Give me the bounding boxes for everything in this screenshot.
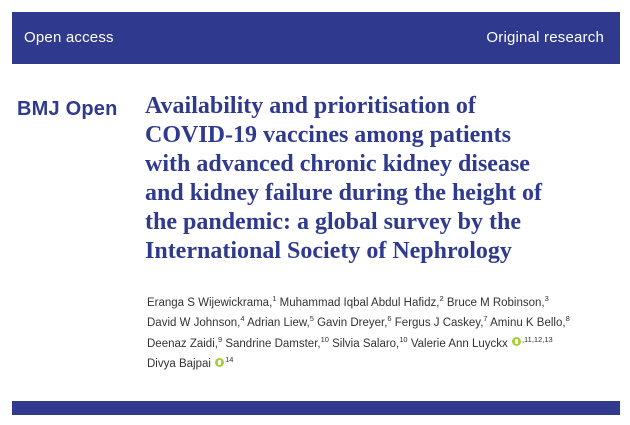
affiliation-ref: 9 [217, 334, 223, 344]
affiliation-ref: 10 [399, 334, 408, 344]
title-line: International Society of Nephrology [145, 238, 512, 264]
orcid-icon[interactable] [512, 337, 521, 346]
author-name[interactable]: Muhammad Iqbal Abdul Hafidz, [279, 296, 440, 309]
author-name[interactable]: Adrian Liew, [247, 317, 310, 330]
author-name[interactable]: Silvia Salaro, [332, 337, 400, 350]
affiliation-ref: 2 [439, 294, 444, 303]
affiliation-ref: 8 [565, 314, 570, 324]
author-list [147, 291, 617, 372]
author-name[interactable]: Divya Bajpai [147, 357, 211, 370]
affiliation-ref: 7 [483, 314, 488, 324]
affiliation-ref: 4 [240, 314, 245, 324]
affiliation-ref: 1 [272, 294, 277, 303]
article-title [145, 92, 615, 266]
affiliation-ref: 3 [544, 294, 549, 303]
author-name[interactable]: Aminu K Bello, [490, 317, 566, 330]
affiliation-ref: 5 [309, 314, 314, 324]
author-name[interactable]: Eranga S Wijewickrama, [147, 296, 273, 309]
author-name[interactable]: Gavin Dreyer, [317, 317, 388, 330]
author-name[interactable]: Sandrine Damster, [225, 337, 321, 350]
footer-bar [12, 401, 620, 415]
affiliation-ref: 6 [387, 314, 392, 324]
title-line: Availability and prioritisation of [145, 93, 476, 119]
author-name[interactable]: Bruce M Robinson, [446, 296, 545, 309]
title-line: the pandemic: a global survey by the [145, 209, 522, 235]
author-name[interactable]: Valerie Ann Luyckx [410, 337, 508, 350]
affiliation-ref: ,11,12,13 [521, 334, 553, 344]
journal-name: BMJ Open [17, 98, 118, 120]
author-name[interactable]: Fergus J Caskey, [394, 317, 484, 330]
header-bar [12, 12, 620, 64]
orcid-icon[interactable] [215, 358, 224, 367]
title-line: and kidney failure during the height of [145, 180, 542, 206]
article-type-label: Original research [486, 29, 604, 46]
author-name[interactable]: David W Johnson, [147, 317, 241, 330]
title-line: COVID-19 vaccines among patients [145, 122, 511, 148]
title-line: with advanced chronic kidney disease [145, 151, 530, 177]
affiliation-ref: 10 [320, 334, 329, 344]
affiliation-ref: 14 [225, 354, 234, 364]
author-name[interactable]: Deenaz Zaidi, [147, 337, 218, 350]
open-access-label: Open access [24, 29, 114, 46]
